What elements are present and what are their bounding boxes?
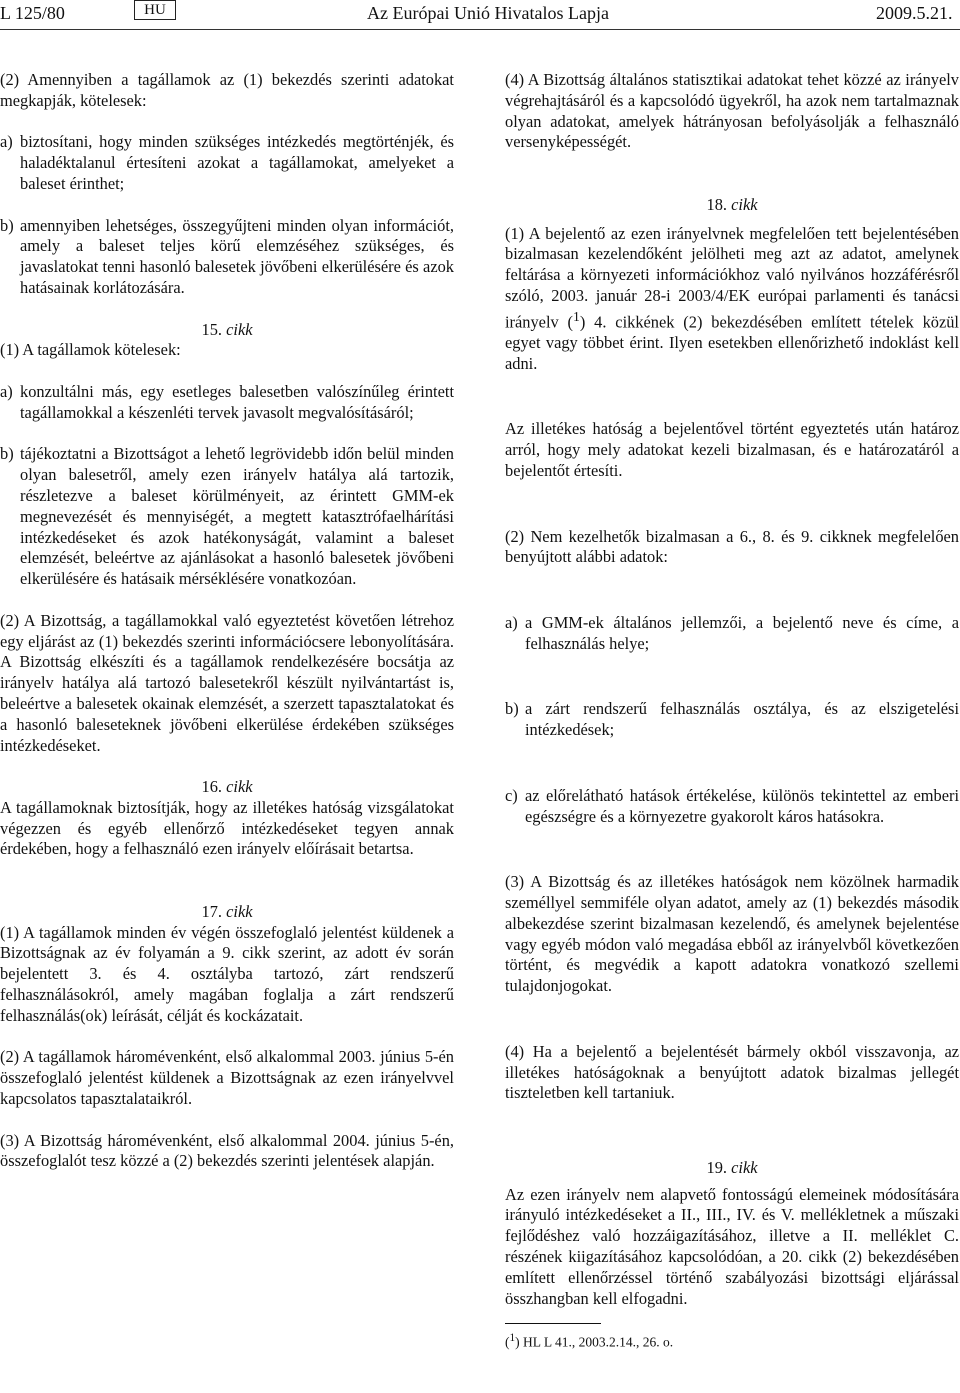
article-17-heading: 17. cikk — [201, 901, 253, 921]
paragraph-17-4: (4) A Bizottság általános statisztikai adatokat tehet közzé az irányelv végrehajtásáról és a kapcsolódó ügyekről, ha azok nem tartalmaznak olyan adatokat, amelyek hátrányosan befolyásolják a felhasználó versenyképességét. — [505, 70, 959, 152]
page-header — [0, 0, 960, 30]
list-item-14-2a — [0, 132, 454, 194]
item-text: biztosítani, hogy minden szükséges intézkedés megtörténjék, és haladéktalanul értesíteni azokat a tagállamokat, amelyeket a baleset érinthet; — [20, 132, 454, 193]
list-item-18-2a — [505, 613, 959, 655]
item-marker: b) — [505, 699, 519, 719]
item-marker: b) — [0, 215, 14, 235]
paragraph-18-4: (4) Ha a bejelentő a bejelentését bármely okból visszavonja, az illetékes hatóságoknak a benyújtott adatok bizalmas jellegét tiszteletben kell tartaniuk. — [505, 1041, 959, 1103]
item-marker: b) — [0, 444, 14, 464]
article-19-heading: 19. cikk — [706, 1157, 758, 1177]
list-item-18-2b — [505, 699, 959, 741]
header-rule — [0, 29, 960, 30]
paragraph-17-3: (3) A Bizottság háromévenként, első alkalommal 2004. június 5-én, összefoglalót tesz közzé a (2) bekezdés szerinti jelentések alapján. — [0, 1130, 454, 1171]
page-reference: L 125/80 — [0, 3, 65, 23]
article-15-heading: 15. cikk — [201, 319, 253, 339]
left-column — [0, 70, 454, 1172]
paragraph-15-1: (1) A tagállamok kötelesek: — [0, 340, 181, 360]
paragraph-14-2: (2) Amennyiben a tagállamok az (1) bekezdés szerinti adatokat megkapják, kötelesek: — [0, 70, 454, 110]
item-text: az előrelátható hatások értékelése, különös tekintettel az emberi egészségre és a környezetre gyakorolt káros hatásokra. — [525, 785, 959, 826]
footnote-reference: 1 — [573, 308, 580, 324]
paragraph-16: A tagállamoknak biztosítják, hogy az illetékes hatóság vizsgálatokat végezzen és egyéb ellenőrző intézkedéseket tegyen annak érdekében, hogy a felhasználó ezen irányelv előírásait betartsa. — [0, 797, 454, 859]
item-text: tájékoztatni a Bizottságot a lehető legrövidebb időn belül minden olyan balesetről, amely ezen irányelv hatálya alá tartozik, részletezve a baleset körülményeit, az érintett GMM-ek megnevezését és mennyiségét, a megtett katasztrófaelhárítási intézkedéseket és azok hatékonyságát, valamint a baleset elemzését, beleértve az ajánlásokat a hasonló balesetek jövőbeni elkerülésére és hatásaik mérséklésére vonatkozóan. — [20, 444, 454, 589]
item-text: a GMM-ek általános jellemzői, a bejelentő neve és címe, a felhasználás helye; — [525, 613, 959, 653]
item-text: amennyiben lehetséges, összegyűjteni minden olyan információt, amely a baleset teljes körű elemzéséhez szükséges, és javaslatokat tenni hasonló balesetek jövőbeni elkerülésére és azok hatásainak korlátozására. — [20, 215, 454, 297]
list-item-14-2b — [0, 216, 454, 299]
list-item-15-1a — [0, 382, 454, 424]
journal-title: Az Európai Unió Hivatalos Lapja — [367, 3, 609, 23]
paragraph-18-2: (2) Nem kezelhetők bizalmasan a 6., 8. és 9. cikknek megfelelően benyújtott alábbi adatok: — [505, 526, 959, 567]
language-badge: HU — [134, 0, 176, 20]
publication-date: 2009.5.21. — [876, 3, 953, 23]
item-marker: a) — [0, 132, 13, 152]
article-16-heading: 16. cikk — [201, 777, 253, 797]
right-column — [505, 70, 959, 1351]
item-marker: c) — [505, 785, 518, 805]
list-item-18-2c — [505, 786, 959, 828]
paragraph-17-1: (1) A tagállamok minden év végén összefoglaló jelentést küldenek a Bizottságnak az év folyamán a 9. cikk szerint, az adott év során bejelentett 3. és 4. osztályba tartozó, zárt rendszerű felhasználásokról, amely magában foglalja a zárt rendszerű felhasználás(ok) leírását, célját és kockázatait. — [0, 922, 454, 1025]
item-text: konzultálni más, egy esetleges balesetben valószínűleg érintett tagállamokkal a készenléti tervek javasolt megvalósításáról; — [20, 381, 454, 422]
paragraph-18-3: (3) A Bizottság és az illetékes hatóságok nem közölnek harmadik személlyel semmiféle olyan adatot, amely az (1) bekezdés második albekezdése szerint bizalmasan kezelendő, és amelynek bejelentése vagy egyéb módon való megadása ebből az irányelvből következően történt, és megvédik a kapott adatokra vonatkozó szellemi tulajdonjogokat. — [505, 872, 959, 996]
article-18-heading: 18. cikk — [706, 194, 758, 214]
paragraph-18-1: (1) A bejelentő az ezen irányelvnek megfelelően tett bejelentésében bizalmasan kezelendőként jelölheti meg azt az adatot, amelynek feltárása a környezeti információkhoz való nyilvános hozzáférésről szóló, 2003. január 28-i 2003/4/EK európai parlamenti és tanácsi irányelv ($^1$) 4. cikkének (2) bekezdésében említett tételek közül egyet vagy többet érint. Ilyen esetekben ellenőrizhető indoklást kell adni. — [505, 223, 959, 373]
item-marker: a) — [0, 381, 13, 401]
paragraph-19: Az ezen irányelv nem alapvető fontosságú elemeinek módosítására irányuló intézkedéseket a II., III., IV. és V. mellékletnek a műszaki fejlődéshez való hozzáigazításához, illetve a II. melléklet C. részének kiigazításához kapcsolódóan, a 20. cikk (2) bekezdésében említett ellenőrzéssel történő szabályozási bizottsági eljárással összhangban kell elfogadni. — [505, 1184, 959, 1308]
paragraph-17-2: (2) A tagállamok háromévenként, első alkalommal 2003. június 5-én összefoglaló jelentést küldenek a Bizottságnak az ezen irányelvvel kapcsolatos tapasztalataikról. — [0, 1047, 454, 1109]
footnote-rule — [505, 1323, 601, 1324]
footnote: ($^1$) HL L 41., 2003.2.14., 26. o. — [505, 1332, 674, 1350]
item-text: a zárt rendszerű felhasználás osztálya, és az elszigetelési intézkedések; — [525, 699, 959, 740]
item-marker: a) — [505, 613, 518, 632]
paragraph-18-1-continued: Az illetékes hatóság a bejelentővel történt egyeztetés után határoz arról, hogy mely adatokat kezeli bizalmasan, és e határozatáról a bejelentőt értesíti. — [505, 419, 959, 481]
list-item-15-1b — [0, 444, 454, 590]
paragraph-15-2: (2) A Bizottság, a tagállamokkal való egyeztetést követően létrehoz egy eljárást az (1) bekezdés szerinti információcsere lebonyolítására. A Bizottság elkészíti és a tagállamok rendelkezésére bocsátja az irányelv hatálya alá tartozó balesetekről készült nyilvántartást is, beleértve a balesetek okainak elemzését, a szerzett tapasztalatokat és a hasonló baleseteknek jövőbeni elkerülése érdekében szükséges intézkedéseket. — [0, 610, 454, 755]
